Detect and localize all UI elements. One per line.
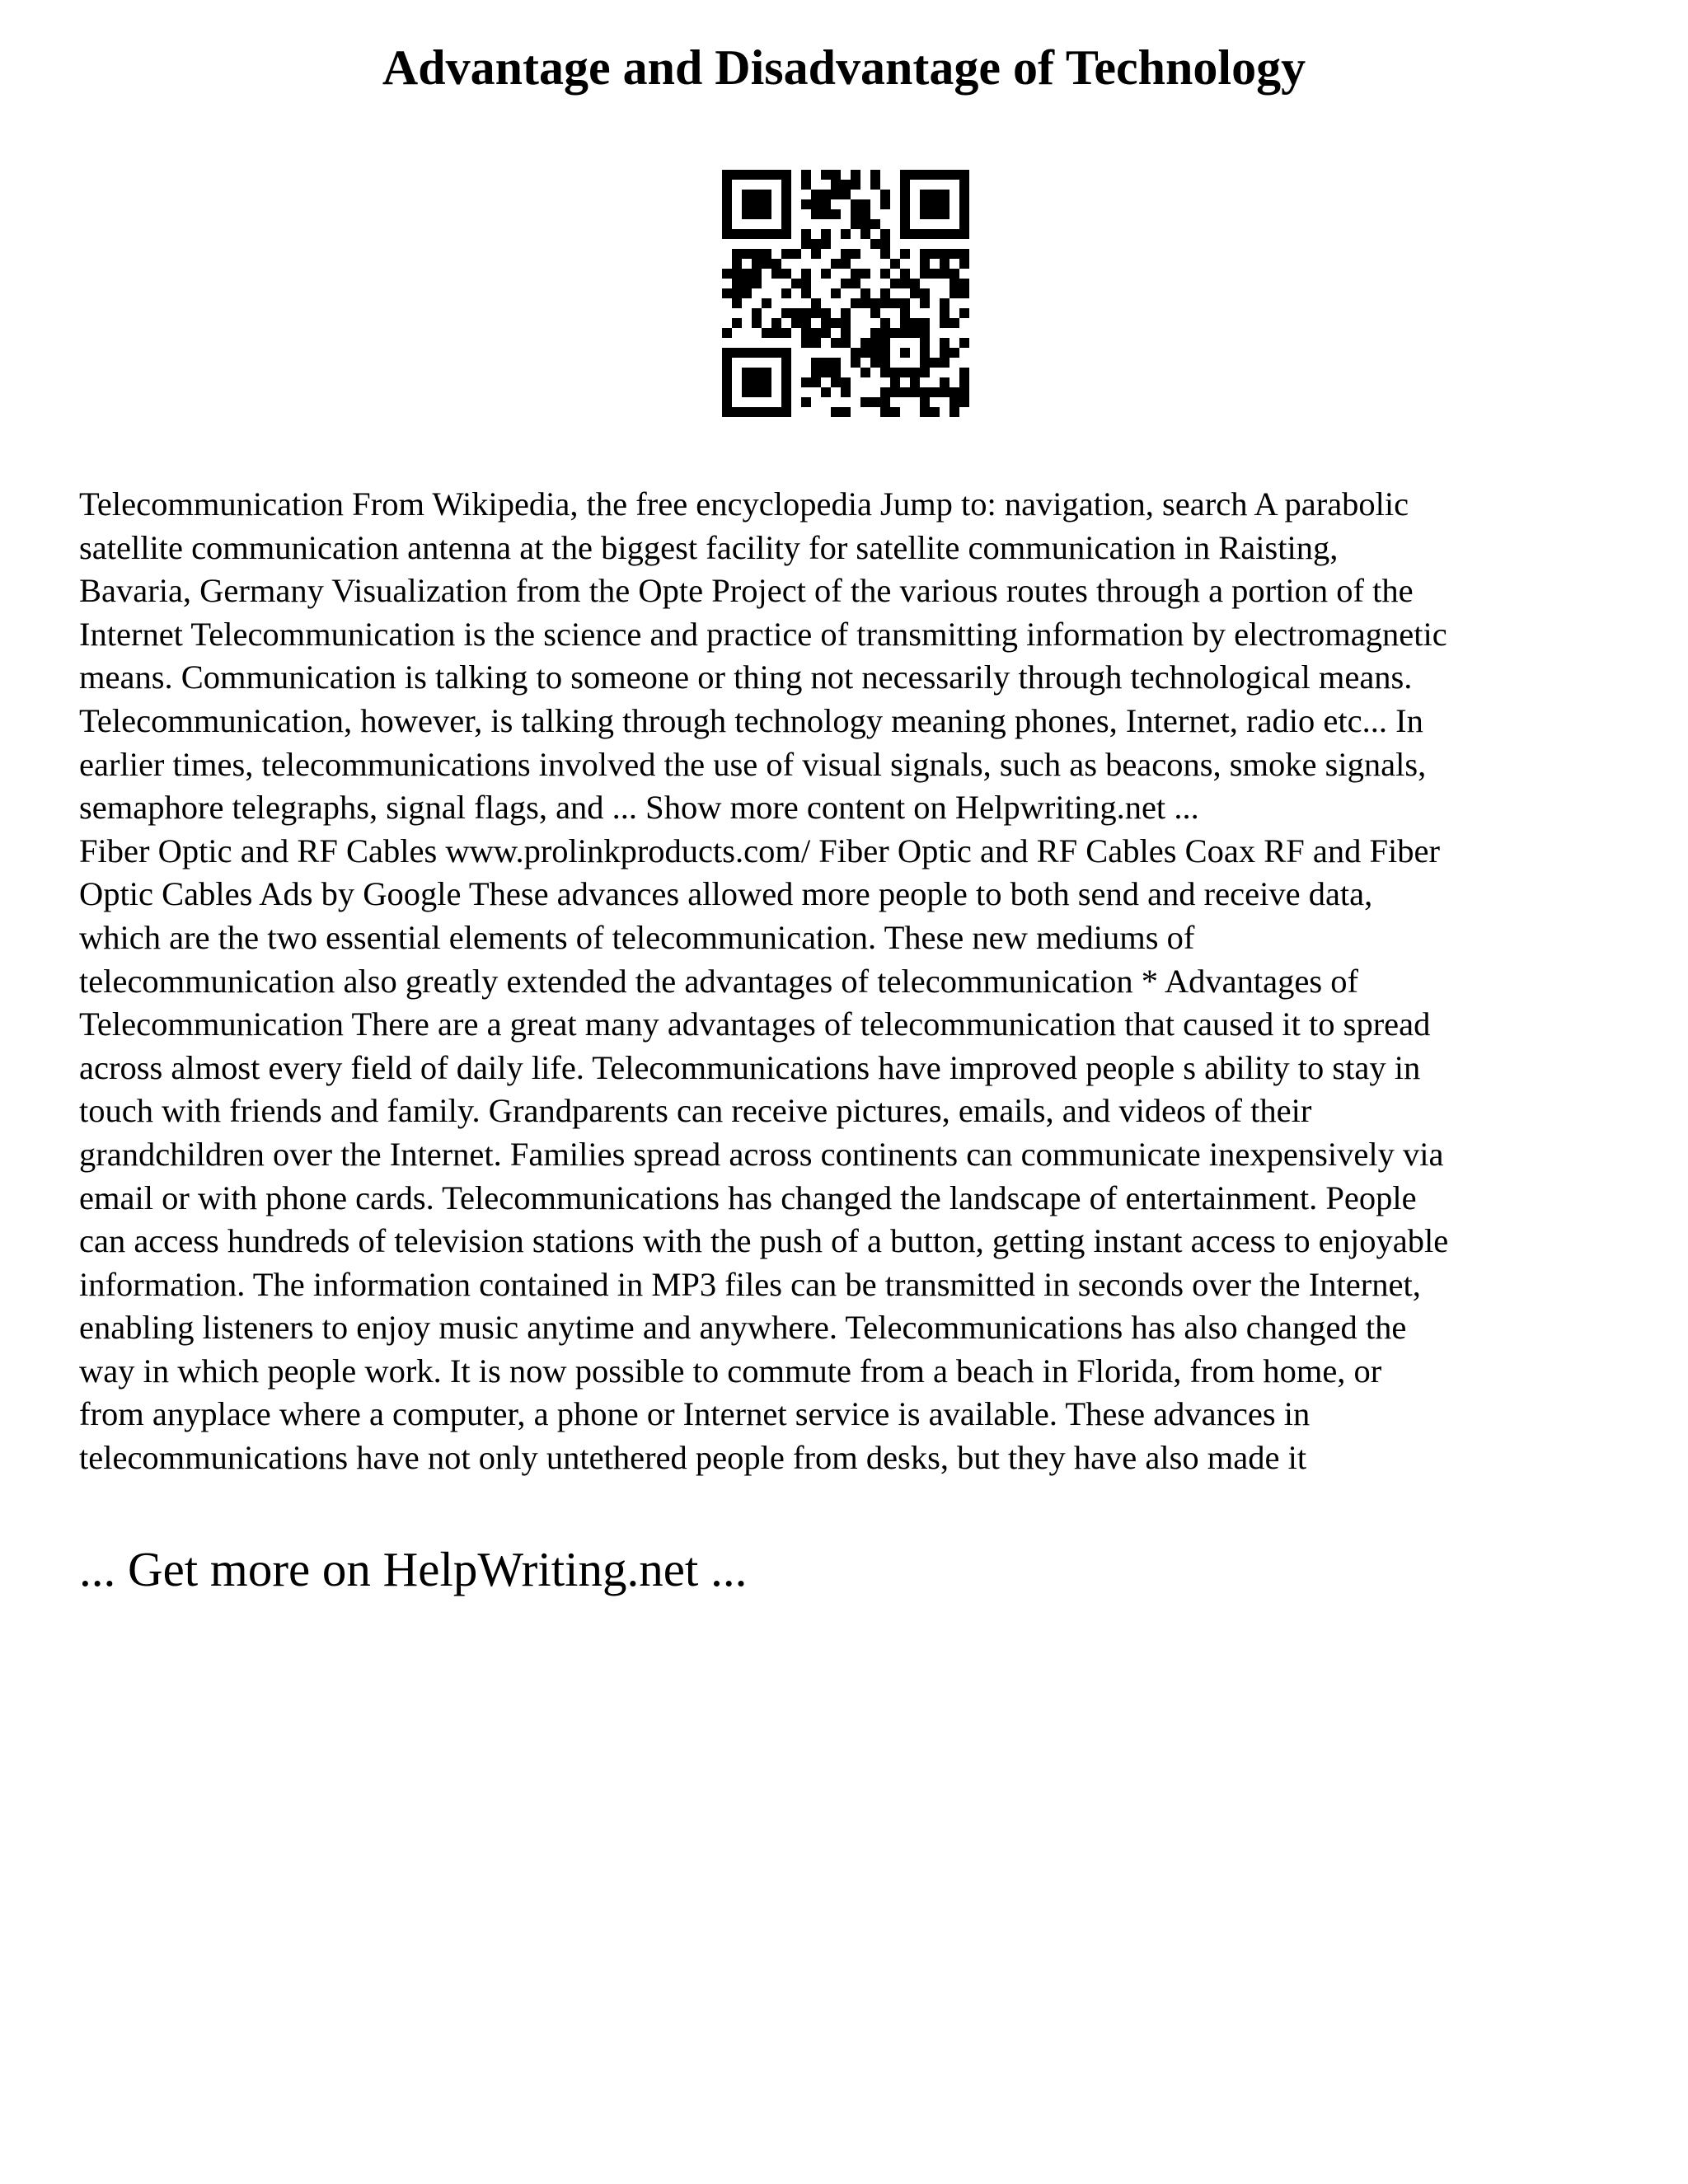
body-line: enabling listeners to enjoy music anytime and anywhere. Telecommunications has also changed the: [79, 1309, 1407, 1347]
body-line: Fiber Optic and RF Cables www.prolinkproducts.com/ Fiber Optic and RF Cables Coax RF and Fiber: [79, 832, 1440, 869]
body-line: telecommunications have not only untethered people from desks, but they have also made it: [79, 1439, 1307, 1477]
body-line: earlier times, telecommunications involved the use of visual signals, such as beacons, smoke signals,: [79, 745, 1427, 783]
body-line: way in which people work. It is now possible to commute from a beach in Florida, from home, or: [79, 1352, 1382, 1390]
body-line: Internet Telecommunication is the science and practice of transmitting information by electromagnetic: [79, 615, 1447, 653]
body-line: Telecommunication, however, is talking through technology meaning phones, Internet, radio etc... In: [79, 701, 1423, 739]
document-title: Advantage and Disadvantage of Technology: [382, 40, 1306, 95]
body-line: information. The information contained in MP3 files can be transmitted in seconds over the Internet,: [79, 1265, 1421, 1303]
body-line: can access hundreds of television stations with the push of a button, getting instant access to enjoyable: [79, 1222, 1449, 1260]
body-line: which are the two essential elements of telecommunication. These new mediums of: [79, 918, 1195, 956]
body-line: Bavaria, Germany Visualization from the Opte Project of the various routes through a portion of the: [79, 572, 1414, 610]
get-more-link[interactable]: ... Get more on HelpWriting.net ...: [79, 1542, 748, 1596]
body-line: means. Communication is talking to someone or thing not necessarily through technological means.: [79, 658, 1413, 696]
body-line: grandchildren over the Internet. Families spread across continents can communicate inexpensively via: [79, 1135, 1444, 1173]
body-text: [79, 483, 1629, 1480]
body-line: Telecommunication There are a great many advantages of telecommunication that caused it to spread: [79, 1005, 1431, 1043]
body-line: email or with phone cards. Telecommunications has changed the landscape of entertainment. People: [79, 1179, 1417, 1216]
body-line: Optic Cables Ads by Google These advances allowed more people to both send and receive data,: [79, 875, 1373, 913]
body-line: from anyplace where a computer, a phone or Internet service is available. These advances in: [79, 1395, 1311, 1433]
body-line: telecommunication also greatly extended the advantages of telecommunication * Advantages of: [79, 962, 1358, 1000]
body-line: satellite communication antenna at the biggest facility for satellite communication in Raisting,: [79, 528, 1339, 566]
body-line: Telecommunication From Wikipedia, the free encyclopedia Jump to: navigation, search A parabolic: [79, 485, 1409, 523]
qr-code-icon: [722, 170, 969, 417]
body-line: touch with friends and family. Grandparents can receive pictures, emails, and videos of their: [79, 1092, 1312, 1130]
body-line: across almost every field of daily life. Telecommunications have improved people s ability to stay in: [79, 1048, 1421, 1086]
body-line: semaphore telegraphs, signal flags, and ... Show more content on Helpwriting.net ...: [79, 789, 1199, 827]
